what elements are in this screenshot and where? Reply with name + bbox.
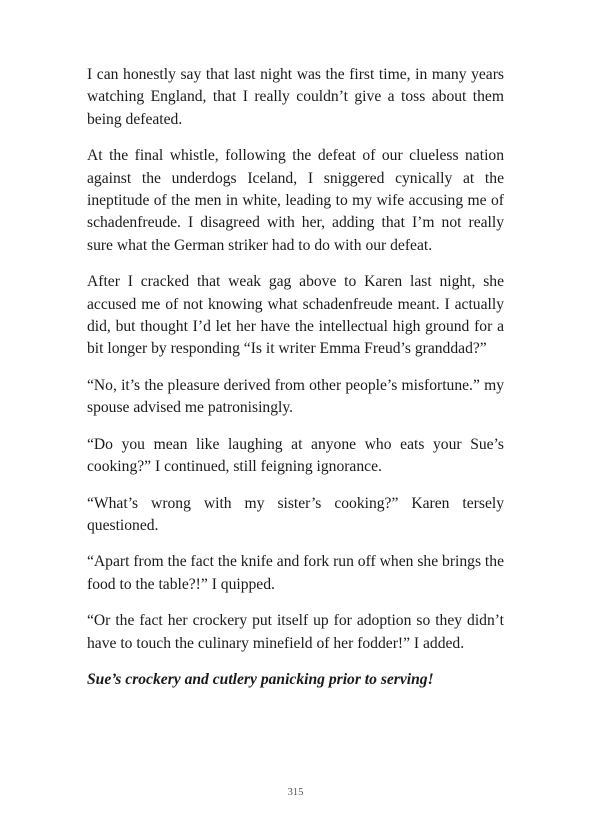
paragraph-1: I can honestly say that last night was the first time, in many years watching England, that I really couldn’t give a toss about them being defeated.	[87, 66, 504, 128]
page-number: 315	[287, 787, 304, 798]
paragraph-6: “What’s wrong with my sister’s cooking?” Karen tersely questioned.	[87, 494, 504, 534]
paragraph-4: “No, it’s the pleasure derived from other people’s misfortune.” my spouse advised me patronisingly.	[87, 376, 504, 417]
page-body-text	[87, 64, 504, 691]
image-caption: Sue’s crockery and cutlery panicking prior to serving!	[87, 670, 434, 688]
paragraph-5: “Do you mean like laughing at anyone who eats your Sue’s cooking?” I continued, still feigning ignorance.	[87, 435, 504, 476]
paragraph-2: At the final whistle, following the defeat of our clueless nation against the underdogs Iceland, I sniggered cynically at the ineptitude of the men in white, leading to my wife accusing me of schadenfreude. I disagreed with her, adding that I’m not really sure what the German striker had to do with our defeat.	[87, 147, 504, 254]
paragraph-7: “Apart from the fact the knife and fork run off when she brings the food to the table?!” I quipped.	[87, 553, 504, 593]
paragraph-8: “Or the fact her crockery put itself up for adoption so they didn’t have to touch the culinary minefield of her fodder!” I added.	[87, 612, 504, 652]
paragraph-3: After I cracked that weak gag above to Karen last night, she accused me of not knowing what schadenfreude meant. I actually did, but thought I’d let her have the intellectual high ground for a bit longer by responding “Is it writer Emma Freud’s granddad?”	[87, 273, 504, 358]
